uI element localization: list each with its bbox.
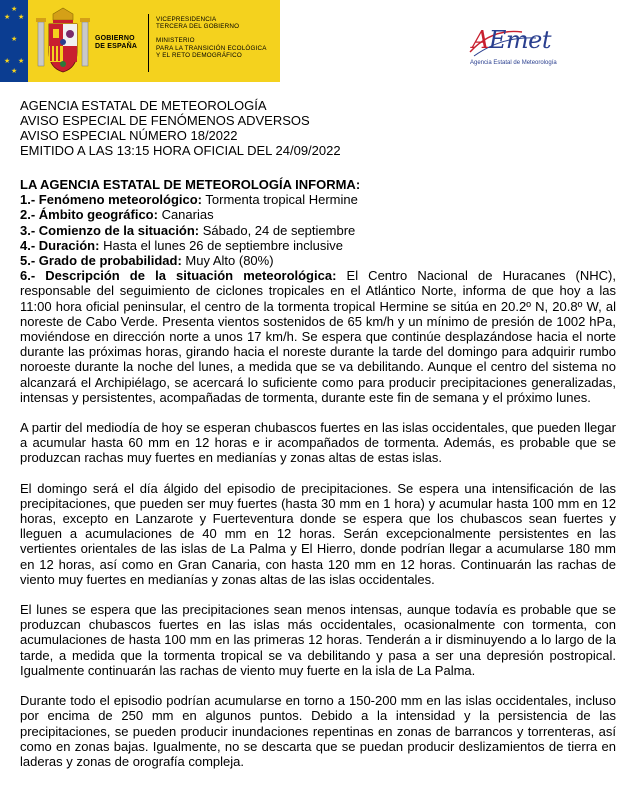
ministry-line: MINISTERIO (156, 37, 195, 45)
gobierno-line-1: GOBIERNO (95, 35, 135, 42)
eu-flag-strip (0, 0, 28, 82)
paragraph-monday: El lunes se espera que las precipitaciones sean menos intensas, aunque todavía es probable que se produzcan chubascos fuertes en las islas más occidentales, ocasionalmente con tormenta, con acumulaciones de hasta 100 mm en las primeras 12 horas. Tenderán a ir disminuyendo a lo largo de la tarde, a medida que la tormenta tropical se va debilitando y pasa a ser una depresión postropical. Igualmente continuarán las rachas de viento muy fuerte en la isla de La Palma. (20, 602, 616, 678)
informa-heading: LA AGENCIA ESTATAL DE METEOROLOGÍA INFORMA: (20, 177, 361, 192)
item-value: Sábado, 24 de septiembre (199, 222, 356, 238)
aemet-logo (462, 22, 562, 74)
ministry-line: PARA LA TRANSICIÓN ECOLÓGICA (156, 44, 267, 52)
paragraph-episode: Durante todo el episodio podrían acumularse en torno a 150-200 mm en las islas occidentales, incluso por encima de 250 mm en algunos puntos. Debido a la intensidad y la persistencia de las precipitaciones, se pueden producir inundaciones repentinas en zonas de barrancos y torrenteras, así como en zonas bajas. Igualmente, no se descarta que se puedan producir deslizamientos de tierra en laderas y zonas de orografía compleja. (20, 693, 616, 769)
item-start (20, 223, 616, 238)
item-label: 5.- Grado de probabilidad: (20, 253, 182, 269)
item-probability (20, 253, 616, 268)
item-value: Muy Alto (80%) (181, 253, 274, 269)
ministry-line: VICEPRESIDENCIA (156, 16, 217, 23)
aemet-subtitle: Agencia Estatal de Meteorología (470, 60, 557, 66)
issue-time: EMITIDO A LAS 13:15 HORA OFICIAL DEL 24/09/2022 (20, 143, 341, 158)
paragraph-sunday: El domingo será el día álgido del episodio de precipitaciones. Se espera una intensificación de las precipitaciones, que pueden ser muy fuertes (hasta 30 mm en 1 hora) y acumular hasta 100 mm en 12 horas, excepto en Lanzarote y Fuerteventura donde se espera que los chubascos sean fuertes y lleguen a acumulaciones de 40 mm en 12 horas. Serán excepcionalmente persistentes en las vertientes orientales de las islas de La Palma y El Hierro, donde podrían llegar a acumularse 180 mm en 12 horas, así como en Gran Canaria, con hasta 120 mm en 12 horas. Continuarán las rachas de viento muy fuertes en medianías y zonas altas de las islas occidentales. (20, 480, 616, 587)
coat-of-arms-icon (34, 6, 92, 78)
item-label: 3.- Comienzo de la situación: (20, 222, 200, 238)
item-duration (20, 238, 616, 253)
item-label: 1.- Fenómeno meteorológico: (20, 192, 203, 208)
star-icon: ★ (18, 14, 25, 21)
gobierno-label (95, 35, 137, 51)
star-icon: ★ (11, 6, 18, 13)
bulletin-header (20, 98, 341, 158)
item-value: Hasta el lunes 26 de septiembre inclusive (99, 237, 343, 253)
bulletin-body (20, 177, 616, 769)
agency-name: AGENCIA ESTATAL DE METEOROLOGÍA (20, 98, 267, 113)
item-description (20, 268, 616, 405)
aemet-wordmark: AEmet (472, 26, 551, 54)
star-icon: ★ (4, 14, 11, 21)
item-label: 2.- Ámbito geográfico: (20, 207, 158, 223)
paragraph-today: A partir del mediodía de hoy se esperan chubascos fuertes en las islas occidentales, que pueden llegar a acumular hasta 60 mm en 12 horas e ir acompañados de tormenta. Además, es probable que se produzcan rachas muy fuertes en medianías y zonas altas de estas islas. (20, 420, 616, 466)
item-label: 6.- Descripción de la situación meteorológica: (20, 268, 337, 284)
ministry-line: TERCERA DEL GOBIERNO (156, 23, 240, 31)
item-value: Tormenta tropical Hermine (202, 192, 358, 208)
description-text: El Centro Nacional de Huracanes (NHC), responsable del seguimiento de ciclones tropicales en el Atlántico Norte, informa de que hoy a las 11:00 hora oficial peninsular, el centro de la tormenta tropical Hermine se sitúa en 20.2º N, 20.8º W, al noreste de Cabo Verde. Presenta vientos sostenidos de 65 km/h y un mínimo de presión de 1002 hPa, moviéndose en dirección norte a unos 17 km/h. Se espera que continúe desplazándose hacia el norte durante las próximas horas, girando hacia el noreste durante la tarde del domingo para adquirir rumbo noroeste durante la noche del lunes, a medida que se va debilitando. Aunque el centro del sistema no alcanzará el Archipiélago, se acercará lo suficiente como para producir precipitaciones generalizadas, intensas y persistentes, acompañadas de tormenta, durante este fin de semana y el próximo lunes. (20, 268, 616, 405)
item-phenomenon (20, 192, 616, 207)
banner-divider (148, 14, 149, 72)
star-icon: ★ (18, 58, 25, 65)
item-scope (20, 207, 616, 222)
ministry-label (156, 16, 276, 59)
bulletin-number: AVISO ESPECIAL NÚMERO 18/2022 (20, 128, 238, 143)
ministry-line: Y EL RETO DEMOGRÁFICO (156, 51, 242, 59)
item-label: 4.- Duración: (20, 237, 100, 253)
gobierno-line-2: DE ESPAÑA (95, 43, 138, 50)
star-icon: ★ (11, 36, 18, 43)
star-icon: ★ (4, 58, 11, 65)
government-banner (0, 0, 280, 82)
star-icon: ★ (11, 68, 18, 75)
bulletin-type: AVISO ESPECIAL DE FENÓMENOS ADVERSOS (20, 113, 310, 128)
item-value: Canarias (157, 207, 214, 223)
